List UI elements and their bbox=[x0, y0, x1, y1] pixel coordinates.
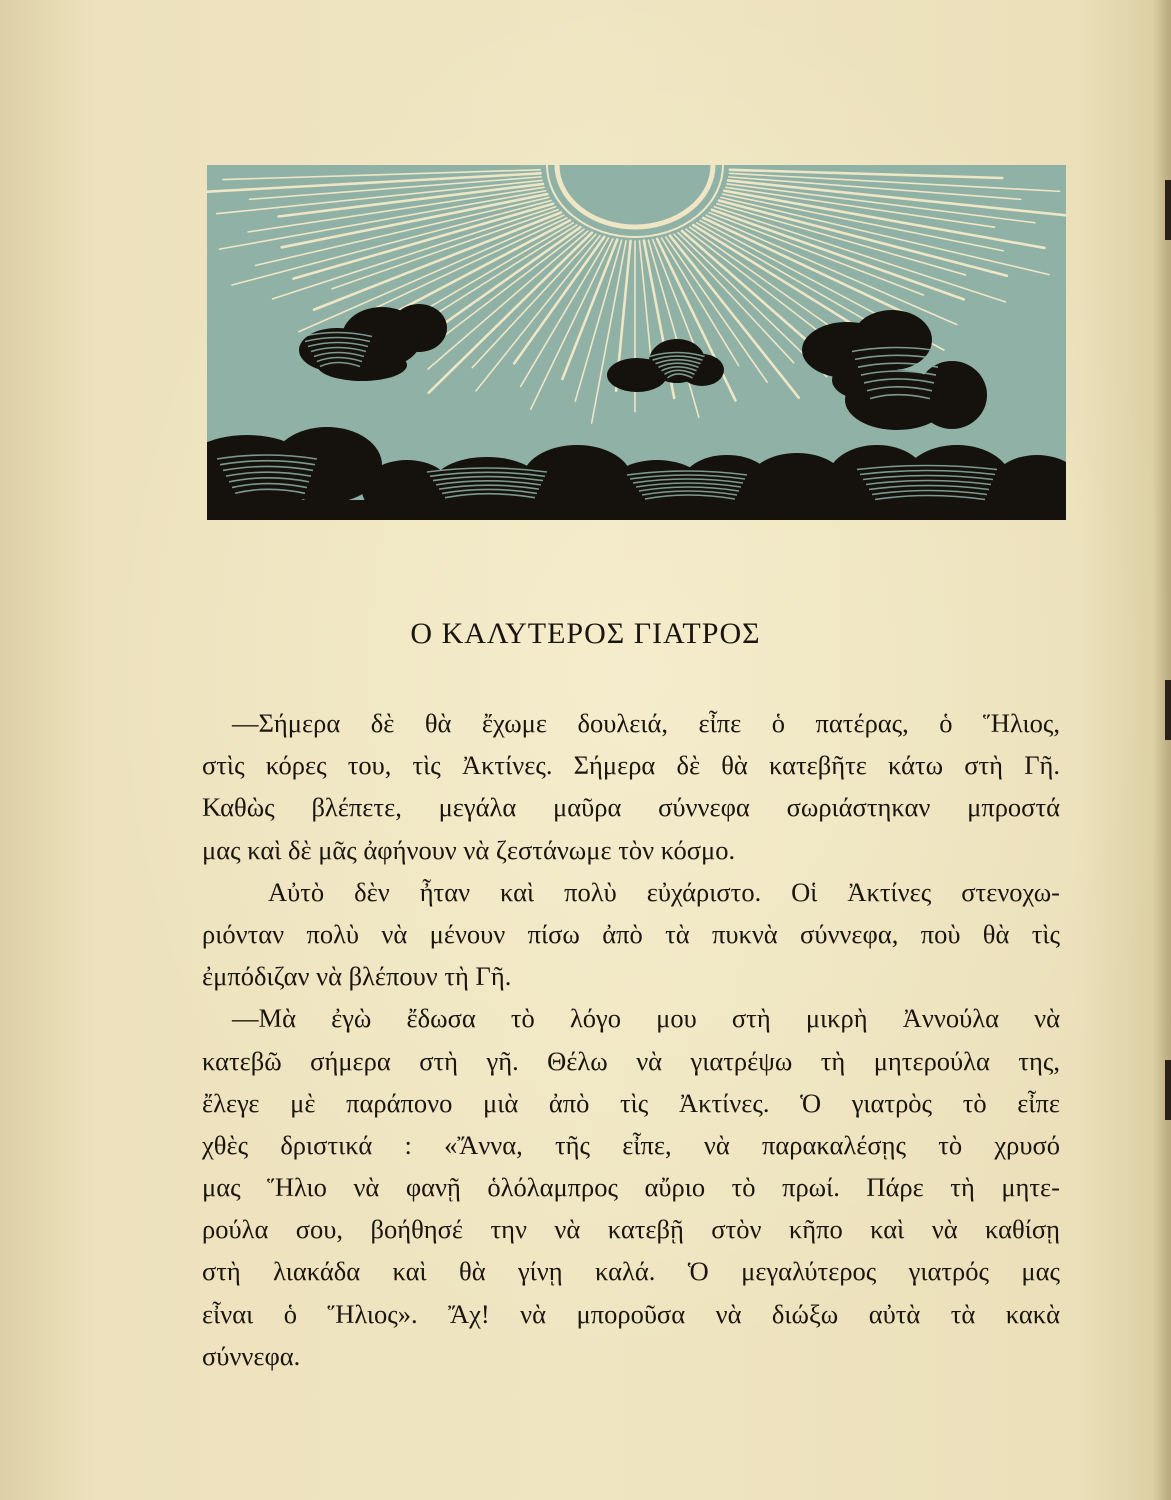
text-line: στὴ λιακάδα καὶ θὰ γίνῃ καλά. Ὁ μεγαλύτερος γιατρός μας bbox=[202, 1256, 1060, 1287]
story-body bbox=[202, 702, 1060, 1377]
text-line: μας καὶ δὲ μᾶς ἀφήνουν νὰ ζεστάνωμε τὸν κόσμο. bbox=[202, 834, 736, 865]
text-line: ἐμπόδιζαν νὰ βλέπουν τὴ Γῆ. bbox=[202, 961, 512, 992]
text-line: ἔλεγε μὲ παράπονο μιὰ ἀπὸ τὶς Ἀκτίνες. Ὁ γιατρὸς τὸ εἶπε bbox=[202, 1087, 1060, 1118]
text-line: ριόνταν πολὺ νὰ μένουν πίσω ἀπὸ τὰ πυκνὰ σύννεφα, ποὺ θὰ τὶς bbox=[202, 918, 1060, 949]
text-line: —Μὰ ἐγὼ ἔδωσα τὸ λόγο μου στὴ μικρὴ Ἀννούλα νὰ bbox=[232, 1003, 1060, 1034]
text-line: σύννεφα. bbox=[202, 1340, 301, 1371]
text-line: εἶναι ὁ Ἥλιος». Ἄχ! νὰ μποροῦσα νὰ διώξω αὐτὰ τὰ κακὰ bbox=[202, 1298, 1060, 1329]
text-line: —Σήμερα δὲ θὰ ἔχωμε δουλειά, εἶπε ὁ πατέρας, ὁ Ἥλιος, bbox=[232, 708, 1060, 738]
text-line: χθὲς δριστικά : «Ἄννα, τῆς εἶπε, νὰ παρακαλέσῃς τὸ χρυσό bbox=[202, 1129, 1060, 1160]
text-line: Αὐτὸ δὲν ἦταν καὶ πολὺ εὐχάριστο. Οἱ Ἀκτίνες στενοχω- bbox=[268, 876, 1060, 907]
text-line: Καθὼς βλέπετε, μεγάλα μαῦρα σύννεφα σωριάστηκαν μπροστά bbox=[202, 792, 1060, 823]
sun-and-clouds-illustration bbox=[207, 165, 1066, 520]
text-line: μας Ἥλιο νὰ φανῇ ὁλόλαμπρος αὔριο τὸ πρωί. Πάρε τὴ μητε- bbox=[202, 1172, 1060, 1203]
text-line: στὶς κόρες του, τὶς Ἀκτίνες. Σήμερα δὲ θὰ κατεβῆτε κάτω στὴ Γῆ. bbox=[202, 750, 1060, 781]
page-edge-mark bbox=[1165, 680, 1171, 740]
page-edge-mark bbox=[1165, 1060, 1171, 1120]
story-title: Ο ΚΑΛΥΤΕΡΟΣ ΓΙΑΤΡΟΣ bbox=[410, 617, 761, 650]
text-line: κατεβῶ σήμερα στὴ γῆ. Θέλω νὰ γιατρέψω τὴ μητερούλα της, bbox=[202, 1045, 1060, 1076]
page-edge-mark bbox=[1165, 180, 1171, 240]
text-line: ρούλα σου, βοήθησέ την νὰ κατεβῇ στὸν κῆπο καὶ νὰ καθίσῃ bbox=[202, 1214, 1060, 1245]
